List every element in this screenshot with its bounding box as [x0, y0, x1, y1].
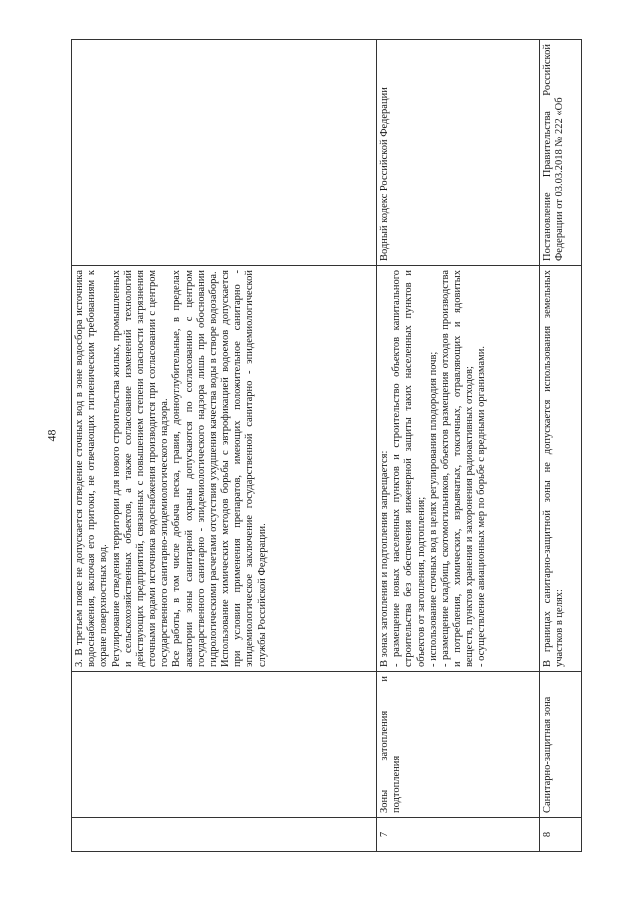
page-number: 48 — [44, 429, 59, 442]
restriction-paragraph: - размещение кладбищ, скотомогильников, объектов размещения отходов производства и потребления, химических, взрывчатых, токсичных, отравляющих и ядовитых веществ, пунктов хранения и захоронения радиоактивных отходов; — [439, 270, 476, 667]
legal-basis: Постановление Правительства Российской Федерации от 03.03.2018 № 222 «Об — [540, 40, 582, 266]
restriction-paragraph: - размещение новых населенных пунктов и строительство объектов капитального строительства без обеспечения инженерной защиты таких населенных пунктов и объектов от затопления, подтопления; — [391, 270, 427, 667]
zone-name — [72, 672, 377, 818]
table-row — [540, 40, 582, 852]
restriction-paragraph: Регулирование отведения территории для нового строительства жилых, промышленных и сельскохозяйственных объектов, а также согласование изменений технологий действующих предприятий, связанных с повышением степени опасности загрязнения сточными водами источника водоснабжения производится при согласовании с центром государственного санитарно-эпидемиологического надзора. — [110, 270, 171, 667]
rotated-table-wrapper — [71, 40, 581, 852]
table-row — [72, 40, 377, 852]
restriction-paragraph: - осуществление авиационных мер по борьбе с вредными организмами. — [476, 346, 488, 667]
restriction-paragraph: Все работы, в том числе добыча песка, гравия, донноуглубительные, в пределах акватории зоны санитарной охраны допускаются по согласованию с центром государственного санитарно - эпидемиологического надзора лишь при обосновании гидрологическими расчетами отсутствия ухудшения качества воды в створе водозабора. — [171, 270, 219, 667]
legal-basis — [72, 40, 377, 266]
restrictions-cell — [377, 266, 540, 672]
zone-name: Санитарно-защитная зона — [540, 672, 582, 818]
restriction-paragraph: Использование химических методов борьбы с эвтрофикацией водоемов допускается при условии применения препаратов, имеющих положительное санитарно - эпидемиологическое заключение государственной санитарно - эпидемиологической службы Российской Федерации. — [220, 270, 268, 667]
legal-basis: Водный кодекс Российской Федерации — [377, 40, 540, 266]
row-number: 8 — [540, 818, 582, 852]
restrictions-cell — [72, 266, 377, 672]
restriction-paragraph: 3. В третьем поясе не допускается отведение сточных вод в зоне водосбора источника водоснабжения, включая его притоки, не отвечающих гигиеническим требованиям к охране поверхностных вод. — [74, 270, 110, 667]
row-number — [72, 818, 377, 852]
zone-name: Зоны затопления и подтопления — [377, 672, 540, 818]
restrictions-table — [71, 39, 582, 852]
restriction-paragraph: В зонах затопления и подтопления запрещается: — [379, 450, 390, 667]
restrictions-cell — [540, 266, 582, 672]
restriction-paragraph: - использование сточных вод в целях регулирования плодородия почв; — [427, 351, 439, 667]
row-number: 7 — [377, 818, 540, 852]
table-row — [377, 40, 540, 852]
restriction-paragraph: В границах санитарно-защитной зоны не допускается использования земельных участков в целях: — [542, 270, 566, 667]
